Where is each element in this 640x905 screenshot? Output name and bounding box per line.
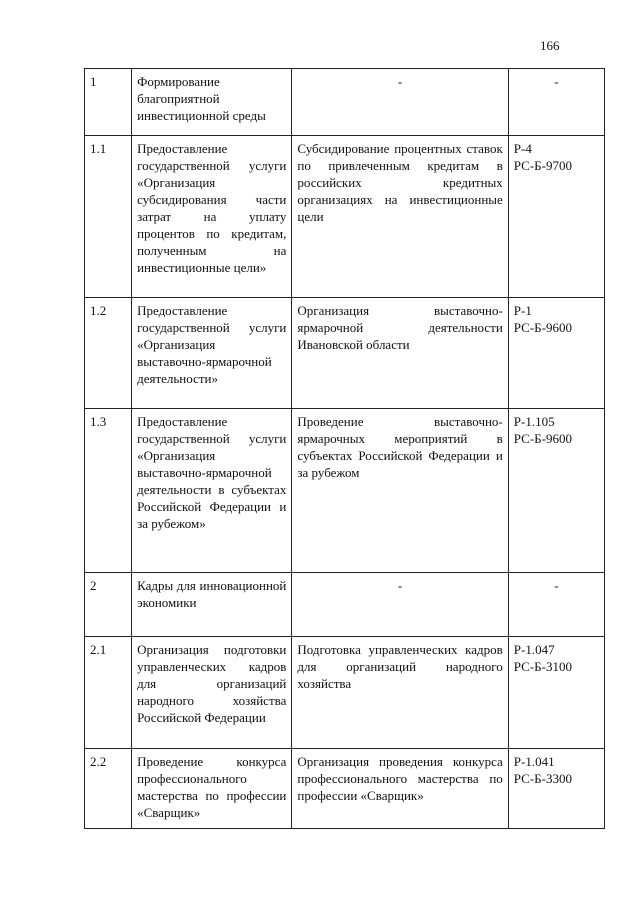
- code-primary: Р-1.041: [513, 754, 555, 769]
- table-row: [85, 409, 605, 573]
- code-secondary: РС-Б-9700: [513, 158, 572, 173]
- activity-direction: Организация проведения конкурса профессионального мастерства по профессии «Сварщик»: [292, 749, 508, 829]
- code-cell: [508, 409, 604, 573]
- measure-name: Проведение конкурса профессионального мастерства по профессии «Сварщик»: [132, 749, 292, 829]
- measure-name: Предоставление государственной услуги «Организация выставочно-ярмарочной деятельности в субъектах Российской Федерации и за рубежом»: [132, 409, 292, 573]
- row-number: 2.1: [85, 637, 132, 749]
- code-secondary: РС-Б-9600: [513, 320, 572, 335]
- code-cell: [508, 573, 604, 637]
- page-number: 166: [540, 38, 560, 53]
- measure-name: Формирование благоприятной инвестиционной среды: [132, 69, 292, 136]
- code-primary: Р-4: [513, 141, 532, 156]
- activity-direction: Проведение выставочно-ярмарочных мероприятий в субъектах Российской Федерации и за рубежом: [292, 409, 508, 573]
- activity-direction: -: [292, 69, 508, 136]
- code-primary: -: [554, 578, 559, 593]
- code-cell: [508, 136, 604, 298]
- measure-name: Предоставление государственной услуги «Организация выставочно-ярмарочной деятельности»: [132, 298, 292, 409]
- code-secondary: РС-Б-3100: [513, 659, 572, 674]
- activity-direction: Организация выставочно-ярмарочной деятельности Ивановской области: [292, 298, 508, 409]
- table-row: [85, 69, 605, 136]
- measure-name: Предоставление государственной услуги «Организация субсидирования части затрат на уплату процентов по кредитам, полученным на инвестиционные цели»: [132, 136, 292, 298]
- activity-direction: Субсидирование процентных ставок по привлеченным кредитам в российских кредитных организациях на инвестиционные цели: [292, 136, 508, 298]
- row-number: 1.3: [85, 409, 132, 573]
- measure-name: Организация подготовки управленческих кадров для организаций народного хозяйства Российской Федерации: [132, 637, 292, 749]
- code-secondary: РС-Б-3300: [513, 771, 572, 786]
- code-primary: Р-1.105: [513, 414, 555, 429]
- table-row: [85, 298, 605, 409]
- row-number: 1.2: [85, 298, 132, 409]
- code-primary: -: [554, 74, 559, 89]
- table-row: [85, 136, 605, 298]
- activity-direction: -: [292, 573, 508, 637]
- table-row: [85, 573, 605, 637]
- row-number: 2: [85, 573, 132, 637]
- measure-name: Кадры для инновационной экономики: [132, 573, 292, 637]
- row-number: 1: [85, 69, 132, 136]
- code-cell: [508, 69, 604, 136]
- program-table: [84, 68, 605, 829]
- table-row: [85, 637, 605, 749]
- code-cell: [508, 749, 604, 829]
- code-cell: [508, 298, 604, 409]
- code-primary: Р-1: [513, 303, 532, 318]
- activity-direction: Подготовка управленческих кадров для организаций народного хозяйства: [292, 637, 508, 749]
- row-number: 1.1: [85, 136, 132, 298]
- code-cell: [508, 637, 604, 749]
- table-row: [85, 749, 605, 829]
- row-number: 2.2: [85, 749, 132, 829]
- code-secondary: РС-Б-9600: [513, 431, 572, 446]
- code-primary: Р-1.047: [513, 642, 555, 657]
